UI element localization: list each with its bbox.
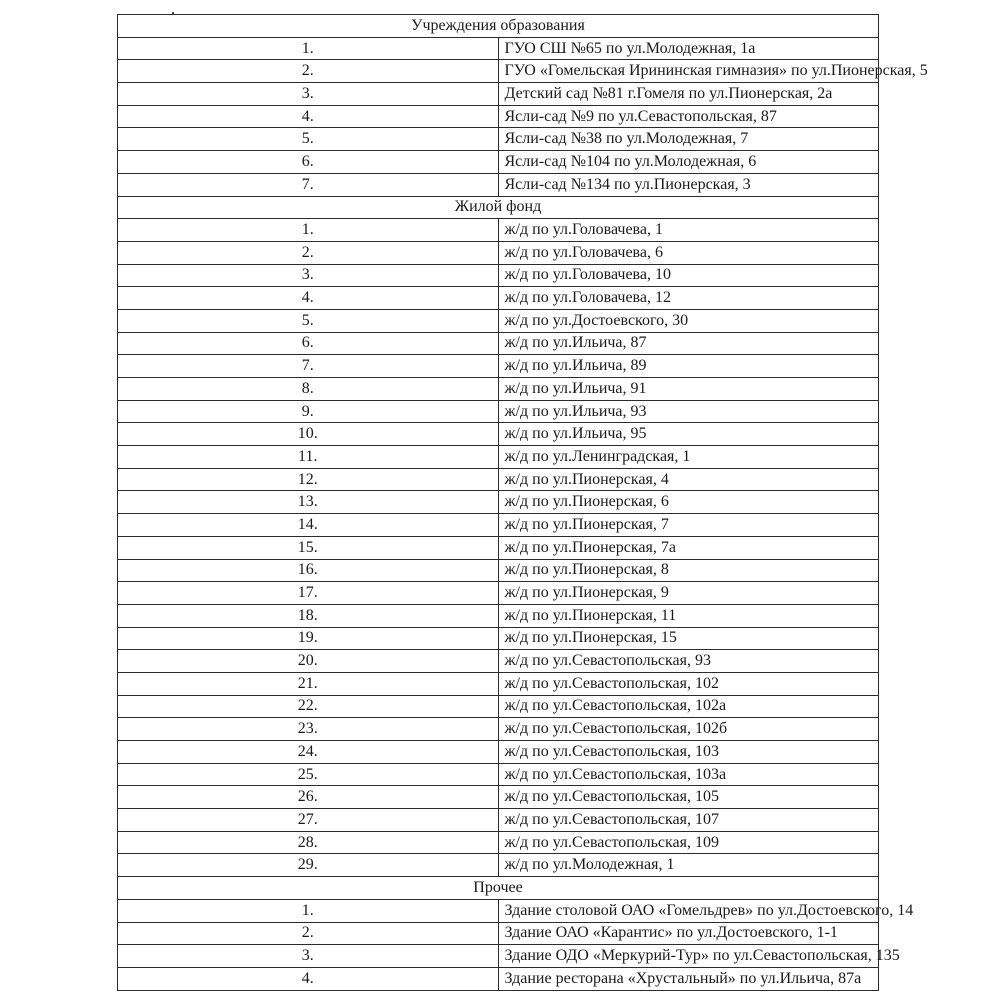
row-number: 10. (118, 423, 499, 446)
table-row (118, 332, 879, 355)
table-row (118, 241, 879, 264)
row-number: 23. (118, 718, 499, 741)
row-number: 15. (118, 536, 499, 559)
table-row (118, 967, 879, 990)
row-address: ж/д по ул.Пионерская, 11 (498, 604, 879, 627)
table-row (118, 378, 879, 401)
table-row (118, 491, 879, 514)
row-number: 16. (118, 559, 499, 582)
table-body (118, 15, 928, 991)
table-row (118, 809, 879, 832)
section-header-housing (118, 196, 879, 219)
row-number: 4. (118, 105, 499, 128)
section-title: Учреждения образования (118, 15, 879, 38)
row-number: 6. (118, 151, 499, 174)
section-header-other (118, 877, 879, 900)
row-address: Здание столовой ОАО «Гомельдрев» по ул.Достоевского, 14 (498, 899, 879, 922)
row-address: ж/д по ул.Ильича, 93 (498, 400, 879, 423)
table-row (118, 105, 879, 128)
row-number: 21. (118, 672, 499, 695)
row-number: 9. (118, 400, 499, 423)
row-number: 13. (118, 491, 499, 514)
row-address: ГУО «Гомельская Ирининская гимназия» по ул.Пионерская, 5 (498, 60, 879, 83)
table-row (118, 672, 879, 695)
table-row (118, 763, 879, 786)
section-title: Прочее (118, 877, 879, 900)
row-number: 3. (118, 264, 499, 287)
table-row (118, 264, 879, 287)
table-row (118, 309, 879, 332)
row-number: 11. (118, 446, 499, 469)
table-row (118, 446, 879, 469)
row-number: 17. (118, 582, 499, 605)
table-row (118, 831, 879, 854)
row-address: ж/д по ул.Севастопольская, 103 (498, 741, 879, 764)
row-address: ж/д по ул.Молодежная, 1 (498, 854, 879, 877)
table-row (118, 83, 879, 106)
table-row (118, 899, 879, 922)
row-address: ж/д по ул.Ильича, 89 (498, 355, 879, 378)
row-address: ж/д по ул.Пионерская, 7а (498, 536, 879, 559)
table-row (118, 37, 879, 60)
row-address: Здание ОДО «Меркурий-Тур» по ул.Севастопольская, 135 (498, 945, 879, 968)
table-row (118, 423, 879, 446)
row-address: ж/д по ул.Пионерская, 15 (498, 627, 879, 650)
row-number: 19. (118, 627, 499, 650)
row-number: 27. (118, 809, 499, 832)
row-address: ж/д по ул.Севастопольская, 103а (498, 763, 879, 786)
row-number: 7. (118, 355, 499, 378)
section-header-education (118, 15, 879, 38)
table-row (118, 355, 879, 378)
row-number: 29. (118, 854, 499, 877)
objects-table (117, 14, 928, 991)
row-number: 4. (118, 287, 499, 310)
row-number: 8. (118, 378, 499, 401)
row-address: ж/д по ул.Головачева, 10 (498, 264, 879, 287)
table-row (118, 582, 879, 605)
table-row (118, 786, 879, 809)
row-address: ж/д по ул.Пионерская, 4 (498, 468, 879, 491)
table-row (118, 468, 879, 491)
table-row (118, 718, 879, 741)
table-row (118, 60, 879, 83)
row-number: 1. (118, 899, 499, 922)
row-number: 7. (118, 173, 499, 196)
row-address: ж/д по ул.Головачева, 12 (498, 287, 879, 310)
row-address: Здание ОАО «Карантис» по ул.Достоевского, 1-1 (498, 922, 879, 945)
table-row (118, 151, 879, 174)
row-number: 2. (118, 922, 499, 945)
table-row (118, 514, 879, 537)
row-address: ж/д по ул.Севастопольская, 105 (498, 786, 879, 809)
row-number: 24. (118, 741, 499, 764)
table-row (118, 173, 879, 196)
document-page (117, 14, 928, 991)
row-number: 5. (118, 309, 499, 332)
row-address: ж/д по ул.Головачева, 6 (498, 241, 879, 264)
table-row (118, 650, 879, 673)
row-address: ж/д по ул.Ильича, 91 (498, 378, 879, 401)
row-number: 2. (118, 241, 499, 264)
row-address: Детский сад №81 г.Гомеля по ул.Пионерская, 2а (498, 83, 879, 106)
table-row (118, 695, 879, 718)
table-row (118, 604, 879, 627)
row-address: ж/д по ул.Пионерская, 7 (498, 514, 879, 537)
row-address: Здание ресторана «Хрустальный» по ул.Ильича, 87а (498, 967, 879, 990)
row-number: 14. (118, 514, 499, 537)
row-address: ГУО СШ №65 по ул.Молодежная, 1а (498, 37, 879, 60)
row-address: Ясли-сад №104 по ул.Молодежная, 6 (498, 151, 879, 174)
row-address: ж/д по ул.Ильича, 95 (498, 423, 879, 446)
row-number: 1. (118, 219, 499, 242)
row-number: 1. (118, 37, 499, 60)
row-number: 26. (118, 786, 499, 809)
row-address: ж/д по ул.Головачева, 1 (498, 219, 879, 242)
row-number: 20. (118, 650, 499, 673)
row-address: ж/д по ул.Пионерская, 9 (498, 582, 879, 605)
row-address: ж/д по ул.Пионерская, 6 (498, 491, 879, 514)
table-row (118, 945, 879, 968)
row-number: 6. (118, 332, 499, 355)
row-number: 25. (118, 763, 499, 786)
row-number: 28. (118, 831, 499, 854)
row-number: 22. (118, 695, 499, 718)
row-address: ж/д по ул.Ленинградская, 1 (498, 446, 879, 469)
row-address: ж/д по ул.Севастопольская, 102а (498, 695, 879, 718)
table-row (118, 741, 879, 764)
section-title: Жилой фонд (118, 196, 879, 219)
row-address: ж/д по ул.Севастопольская, 102 (498, 672, 879, 695)
table-row (118, 854, 879, 877)
table-row (118, 128, 879, 151)
row-number: 3. (118, 945, 499, 968)
table-row (118, 922, 879, 945)
row-address: Ясли-сад №134 по ул.Пионерская, 3 (498, 173, 879, 196)
row-address: ж/д по ул.Пионерская, 8 (498, 559, 879, 582)
row-address: Ясли-сад №9 по ул.Севастопольская, 87 (498, 105, 879, 128)
row-address: ж/д по ул.Севастопольская, 107 (498, 809, 879, 832)
row-address: ж/д по ул.Ильича, 87 (498, 332, 879, 355)
row-address: ж/д по ул.Севастопольская, 102б (498, 718, 879, 741)
row-number: 4. (118, 967, 499, 990)
table-row (118, 627, 879, 650)
row-number: 2. (118, 60, 499, 83)
row-address: ж/д по ул.Севастопольская, 93 (498, 650, 879, 673)
row-number: 5. (118, 128, 499, 151)
row-number: 12. (118, 468, 499, 491)
row-address: Ясли-сад №38 по ул.Молодежная, 7 (498, 128, 879, 151)
row-address: ж/д по ул.Севастопольская, 109 (498, 831, 879, 854)
row-number: 18. (118, 604, 499, 627)
row-address: ж/д по ул.Достоевского, 30 (498, 309, 879, 332)
table-row (118, 400, 879, 423)
table-row (118, 219, 879, 242)
table-row (118, 559, 879, 582)
table-row (118, 287, 879, 310)
row-number: 3. (118, 83, 499, 106)
table-row (118, 536, 879, 559)
